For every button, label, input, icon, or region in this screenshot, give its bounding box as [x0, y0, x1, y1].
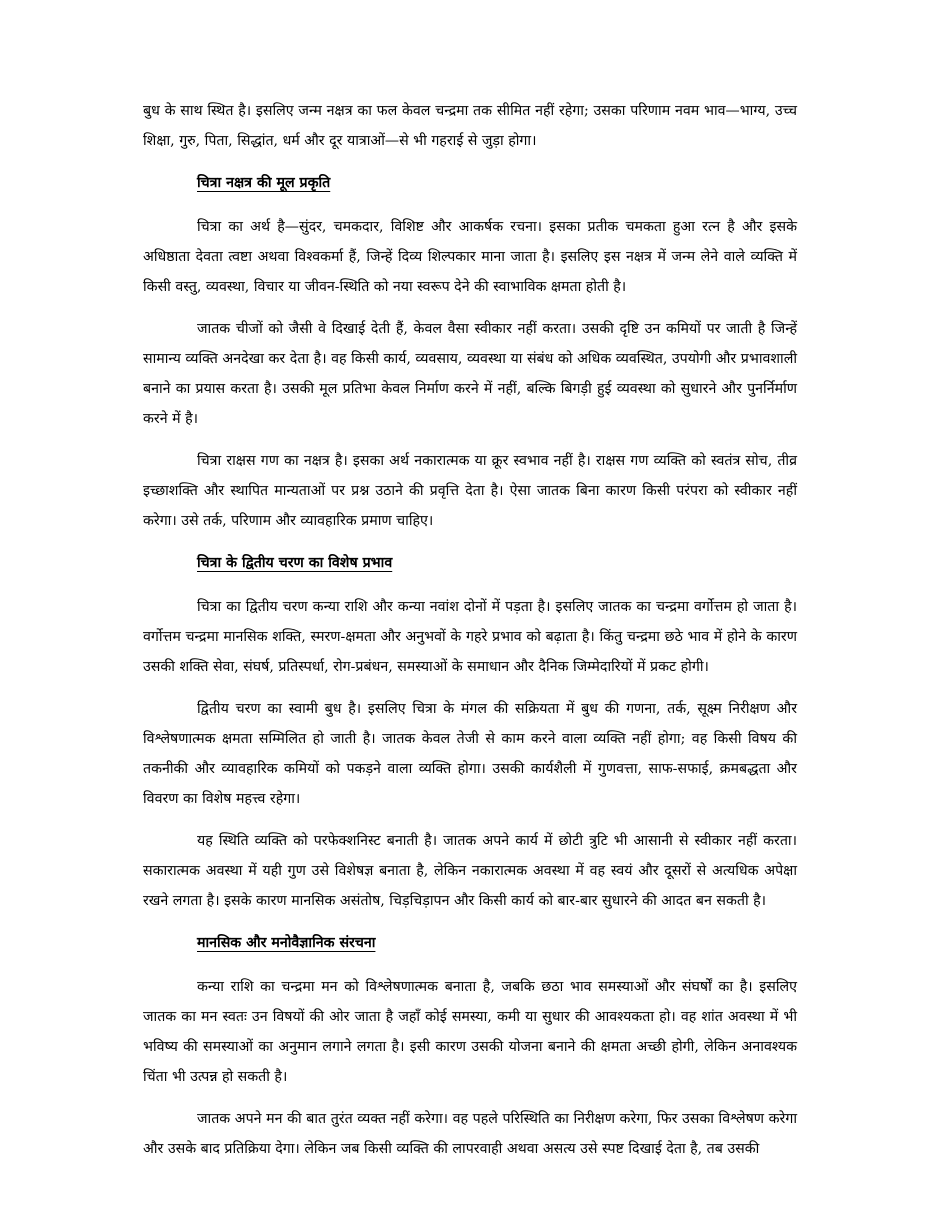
- paragraph: जातक चीजों को जैसी वे दिखाई देती हैं, केवल वैसा स्वीकार नहीं करता। उसकी दृष्टि उन कमियों पर जाती है जिन्हें सामान्य व्यक्ति अनदेखा कर देता है। वह किसी कार्य, व्यवसाय, व्यवस्था या संबंध को अधिक व्यवस्थित, उपयोगी और प्रभावशाली बनाने का प्रयास करता है। उसकी मूल प्रतिभा केवल निर्माण करने में नहीं, बल्कि बिगड़ी हुई व्यवस्था को सुधारने और पुनर्निर्माण करने में है।: [143, 321, 797, 427]
- paragraph: कन्या राशि का चन्द्रमा मन को विश्लेषणात्मक बनाता है, जबकि छठा भाव समस्याओं और संघर्षों का है। इसलिए जातक का मन स्वतः उन विषयों की ओर जाता है जहाँ कोई समस्या, कमी या सुधार की आवश्यकता हो। वह शांत अवस्था में भी भविष्य की समस्याओं का अनुमान लगाने लगता है। इसी कारण उसकी योजना बनाने की क्षमता अच्छी होगी, लेकिन अनावश्यक चिंता भी उत्पन्न हो सकती है।: [143, 979, 797, 1085]
- paragraph: द्वितीय चरण का स्वामी बुध है। इसलिए चित्रा के मंगल की सक्रियता में बुध की गणना, तर्क, सूक्ष्म निरीक्षण और विश्लेषणात्मक क्षमता सम्मिलित हो जाती है। जातक केवल तेजी से काम करने वाला व्यक्ति नहीं होगा; वह किसी विषय की तकनीकी और व्यावहारिक कमियों को पकड़ने वाला व्यक्ति होगा। उसकी कार्यशैली में गुणवत्ता, साफ-सफाई, क्रमबद्धता और विवरण का विशेष महत्त्व रहेगा।: [143, 701, 797, 807]
- paragraph: चित्रा का द्वितीय चरण कन्या राशि और कन्या नवांश दोनों में पड़ता है। इसलिए जातक का चन्द्रमा वर्गोत्तम हो जाता है। वर्गोत्तम चन्द्रमा मानसिक शक्ति, स्मरण-क्षमता और अनुभवों के गहरे प्रभाव को बढ़ाता है। किंतु चन्द्रमा छठे भाव में होने के कारण उसकी शक्ति सेवा, संघर्ष, प्रतिस्पर्धा, रोग-प्रबंधन, समस्याओं के समाधान और दैनिक जिम्मेदारियों में प्रकट होगी।: [143, 599, 797, 675]
- paragraph: जातक अपने मन की बात तुरंत व्यक्त नहीं करेगा। वह पहले परिस्थिति का निरीक्षण करेगा, फिर उसका विश्लेषण करेगा और उसके बाद प्रतिक्रिया देगा। लेकिन जब किसी व्यक्ति की लापरवाही अथवा असत्य उसे स्पष्ट दिखाई देता है, तब उसकी: [143, 1111, 797, 1157]
- section-heading-second-pada: चित्रा के द्वितीय चरण का विशेष प्रभाव: [197, 555, 393, 571]
- section-heading-chitra-nature: चित्रा नक्षत्र की मूल प्रकृति: [197, 175, 331, 191]
- paragraph-continuation: बुध के साथ स्थित है। इसलिए जन्म नक्षत्र का फल केवल चन्द्रमा तक सीमित नहीं रहेगा; उसका परिणाम नवम भाव—भाग्य, उच्च शिक्षा, गुरु, पिता, सिद्धांत, धर्म और दूर यात्राओं—से भी गहराई से जुड़ा होगा।: [143, 103, 797, 149]
- section-heading-mental-structure: मानसिक और मनोवैज्ञानिक संरचना: [197, 935, 376, 951]
- paragraph: चित्रा राक्षस गण का नक्षत्र है। इसका अर्थ नकारात्मक या क्रूर स्वभाव नहीं है। राक्षस गण व्यक्ति को स्वतंत्र सोच, तीव्र इच्छाशक्ति और स्थापित मान्यताओं पर प्रश्न उठाने की प्रवृत्ति देता है। ऐसा जातक बिना कारण किसी परंपरा को स्वीकार नहीं करेगा। उसे तर्क, परिणाम और व्यावहारिक प्रमाण चाहिए।: [143, 453, 797, 529]
- paragraph: यह स्थिति व्यक्ति को परफेक्शनिस्ट बनाती है। जातक अपने कार्य में छोटी त्रुटि भी आसानी से स्वीकार नहीं करता। सकारात्मक अवस्था में यही गुण उसे विशेषज्ञ बनाता है, लेकिन नकारात्मक अवस्था में वह स्वयं और दूसरों से अत्यधिक अपेक्षा रखने लगता है। इसके कारण मानसिक असंतोष, चिड़चिड़ापन और किसी कार्य को बार-बार सुधारने की आदत बन सकती है।: [143, 833, 797, 909]
- paragraph: चित्रा का अर्थ है—सुंदर, चमकदार, विशिष्ट और आकर्षक रचना। इसका प्रतीक चमकता हुआ रत्न है और इसके अधिष्ठाता देवता त्वष्टा अथवा विश्वकर्मा हैं, जिन्हें दिव्य शिल्पकार माना जाता है। इसलिए इस नक्षत्र में जन्म लेने वाले व्यक्ति में किसी वस्तु, व्यवस्था, विचार या जीवन-स्थिति को नया स्वरूप देने की स्वाभाविक क्षमता होती है।: [143, 219, 797, 295]
